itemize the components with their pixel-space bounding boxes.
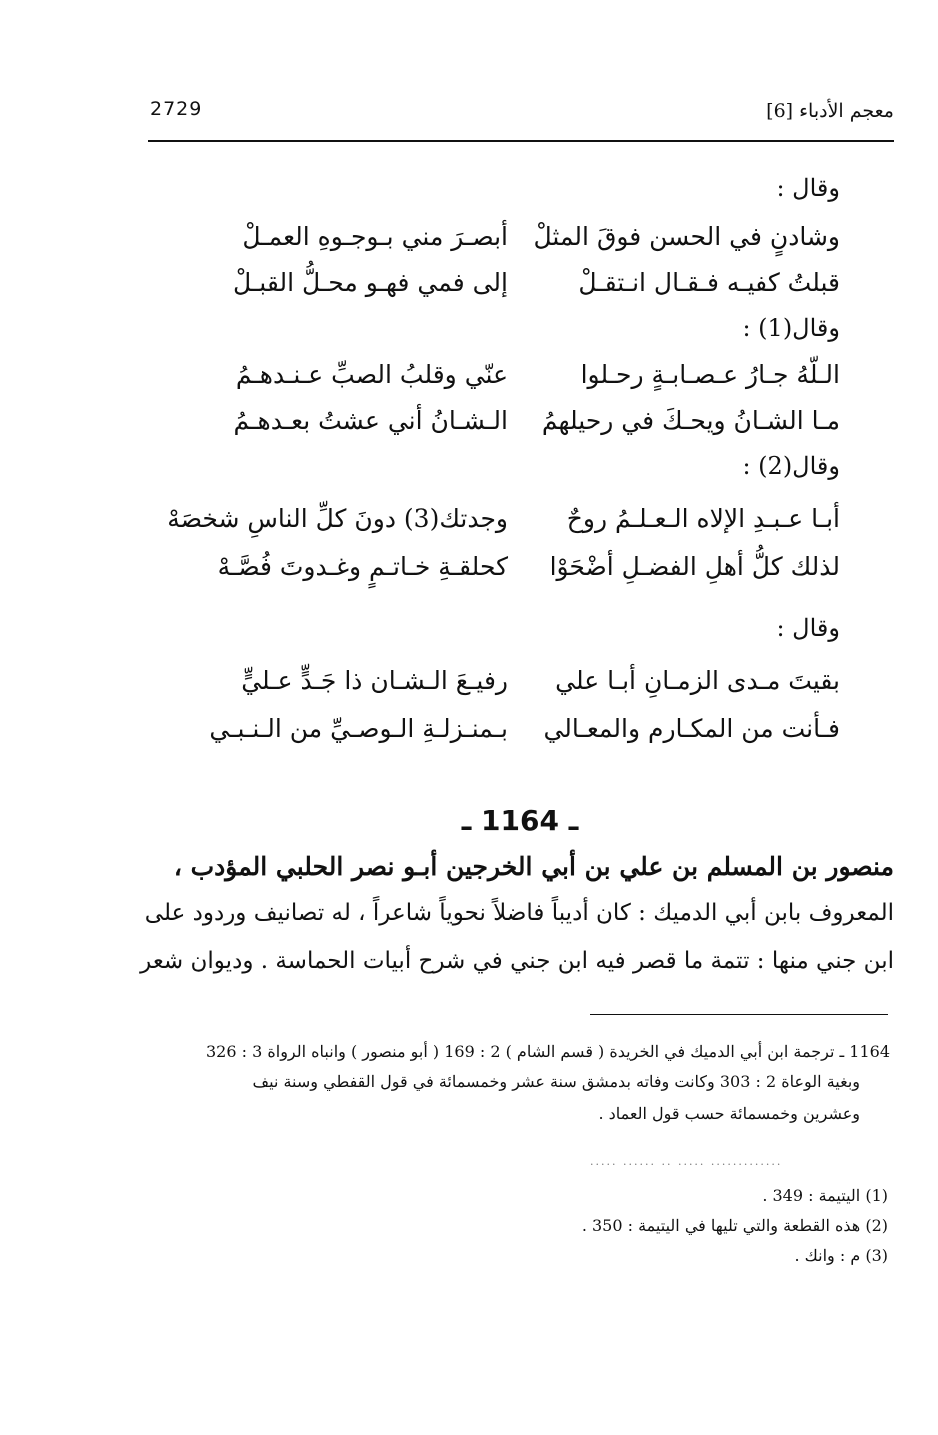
bio-note-line: وبغية الوعاة 2 : 303 وكانت وفاته بدمشق سنة عشر وخمسمائة في قول القفطي وسنة نيف — [252, 1072, 860, 1091]
verse-first-hemistich: بقيتَ مـدى الزمـانِ أبـا علي — [555, 666, 840, 695]
footnote-1: (1) اليتيمة : 349 . — [762, 1186, 888, 1205]
running-header-title: معجم الأدباء [6] — [766, 100, 894, 122]
entry-heading-line: منصور بن المسلم بن علي بن أبي الخرجين أبـو نصر الحلبي المؤدب ، — [173, 852, 894, 881]
verse-second-hemistich: بـمنـزلـةِ الـوصـيِّ من الـنـبـي — [209, 714, 508, 743]
verse-second-hemistich: عنّي وقلبُ الصبِّ عـنـدهـمُ — [235, 360, 508, 389]
footnote-2: (2) هذه القطعة والتي تليها في اليتيمة : 350 . — [581, 1216, 888, 1235]
poem-intro: وقال(1) : — [742, 314, 840, 342]
poem-intro: وقال(2) : — [742, 452, 840, 480]
verse-first-hemistich: مـا الشـانُ ويحـكَ في رحيلهمُ — [541, 406, 840, 435]
verse-first-hemistich: قبلتُ كفيـه فـقـال انـتقـلْ — [578, 268, 840, 297]
verse-first-hemistich: فـأنت من المكـارم والمعـالي — [543, 714, 840, 743]
header-rule — [148, 140, 894, 142]
poem-intro: وقال : — [776, 614, 840, 642]
verse-second-hemistich: كحلقـةِ خـاتـمٍ وغـدوتَ فُصَّـهْ — [217, 552, 508, 581]
poem-intro: وقال : — [776, 174, 840, 202]
entry-text-line: ابن جني منها : تتمة ما قصر فيه ابن جني في شرح أبيات الحماسة . وديوان شعر — [140, 948, 894, 974]
entry-text-line: المعروف بابن أبي الدميك : كان أديباً فاضلاً نحوياً شاعراً ، له تصانيف وردود على — [144, 900, 894, 926]
verse-first-hemistich: الـلّهُ جـارُ عـصـابـةٍ رحـلوا — [580, 360, 840, 389]
page-number: 2729 — [150, 98, 203, 120]
verse-second-hemistich: أبصـرَ مني بـوجـوهِ العمـلْ — [242, 222, 508, 251]
verse-second-hemistich: إلى فمي فهـو محـلُّ القبـلْ — [233, 268, 508, 297]
verse-first-hemistich: وشادنٍ في الحسن فوقَ المثلْ — [533, 222, 840, 251]
verse-first-hemistich: أبـا عـبـدِ الإلاه الـعـلـمُ روحٌ — [566, 504, 840, 533]
verse-first-hemistich: لذلك كلُّ أهلِ الفضـلِ أضْحَوْا — [549, 552, 840, 581]
entry-number: ـ 1164 ـ — [461, 804, 579, 837]
bio-note-line: وعشرين وخمسمائة حسب قول العماد . — [598, 1104, 860, 1123]
footnote-3: (3) م : وانك . — [794, 1246, 888, 1265]
dotted-separator: ..... ...... .. ..... ............. — [590, 1155, 783, 1168]
bio-note-line: 1164 ـ ترجمة ابن أبي الدميك في الخريدة ( قسم الشام ) 2 : 169 ( أبو منصور ) وانباه الرواة 3 : 326 — [205, 1042, 890, 1061]
verse-second-hemistich: الـشـانُ أني عشتُ بعـدهـمُ — [233, 406, 508, 435]
verse-second-hemistich: رفيـعَ الـشـان ذا جَـدٍّ عـليٍّ — [241, 666, 508, 695]
verse-second-hemistich: وجدتك(3) دونَ كلِّ الناسِ شخصَهْ — [167, 504, 508, 533]
footnote-rule — [590, 1014, 888, 1015]
